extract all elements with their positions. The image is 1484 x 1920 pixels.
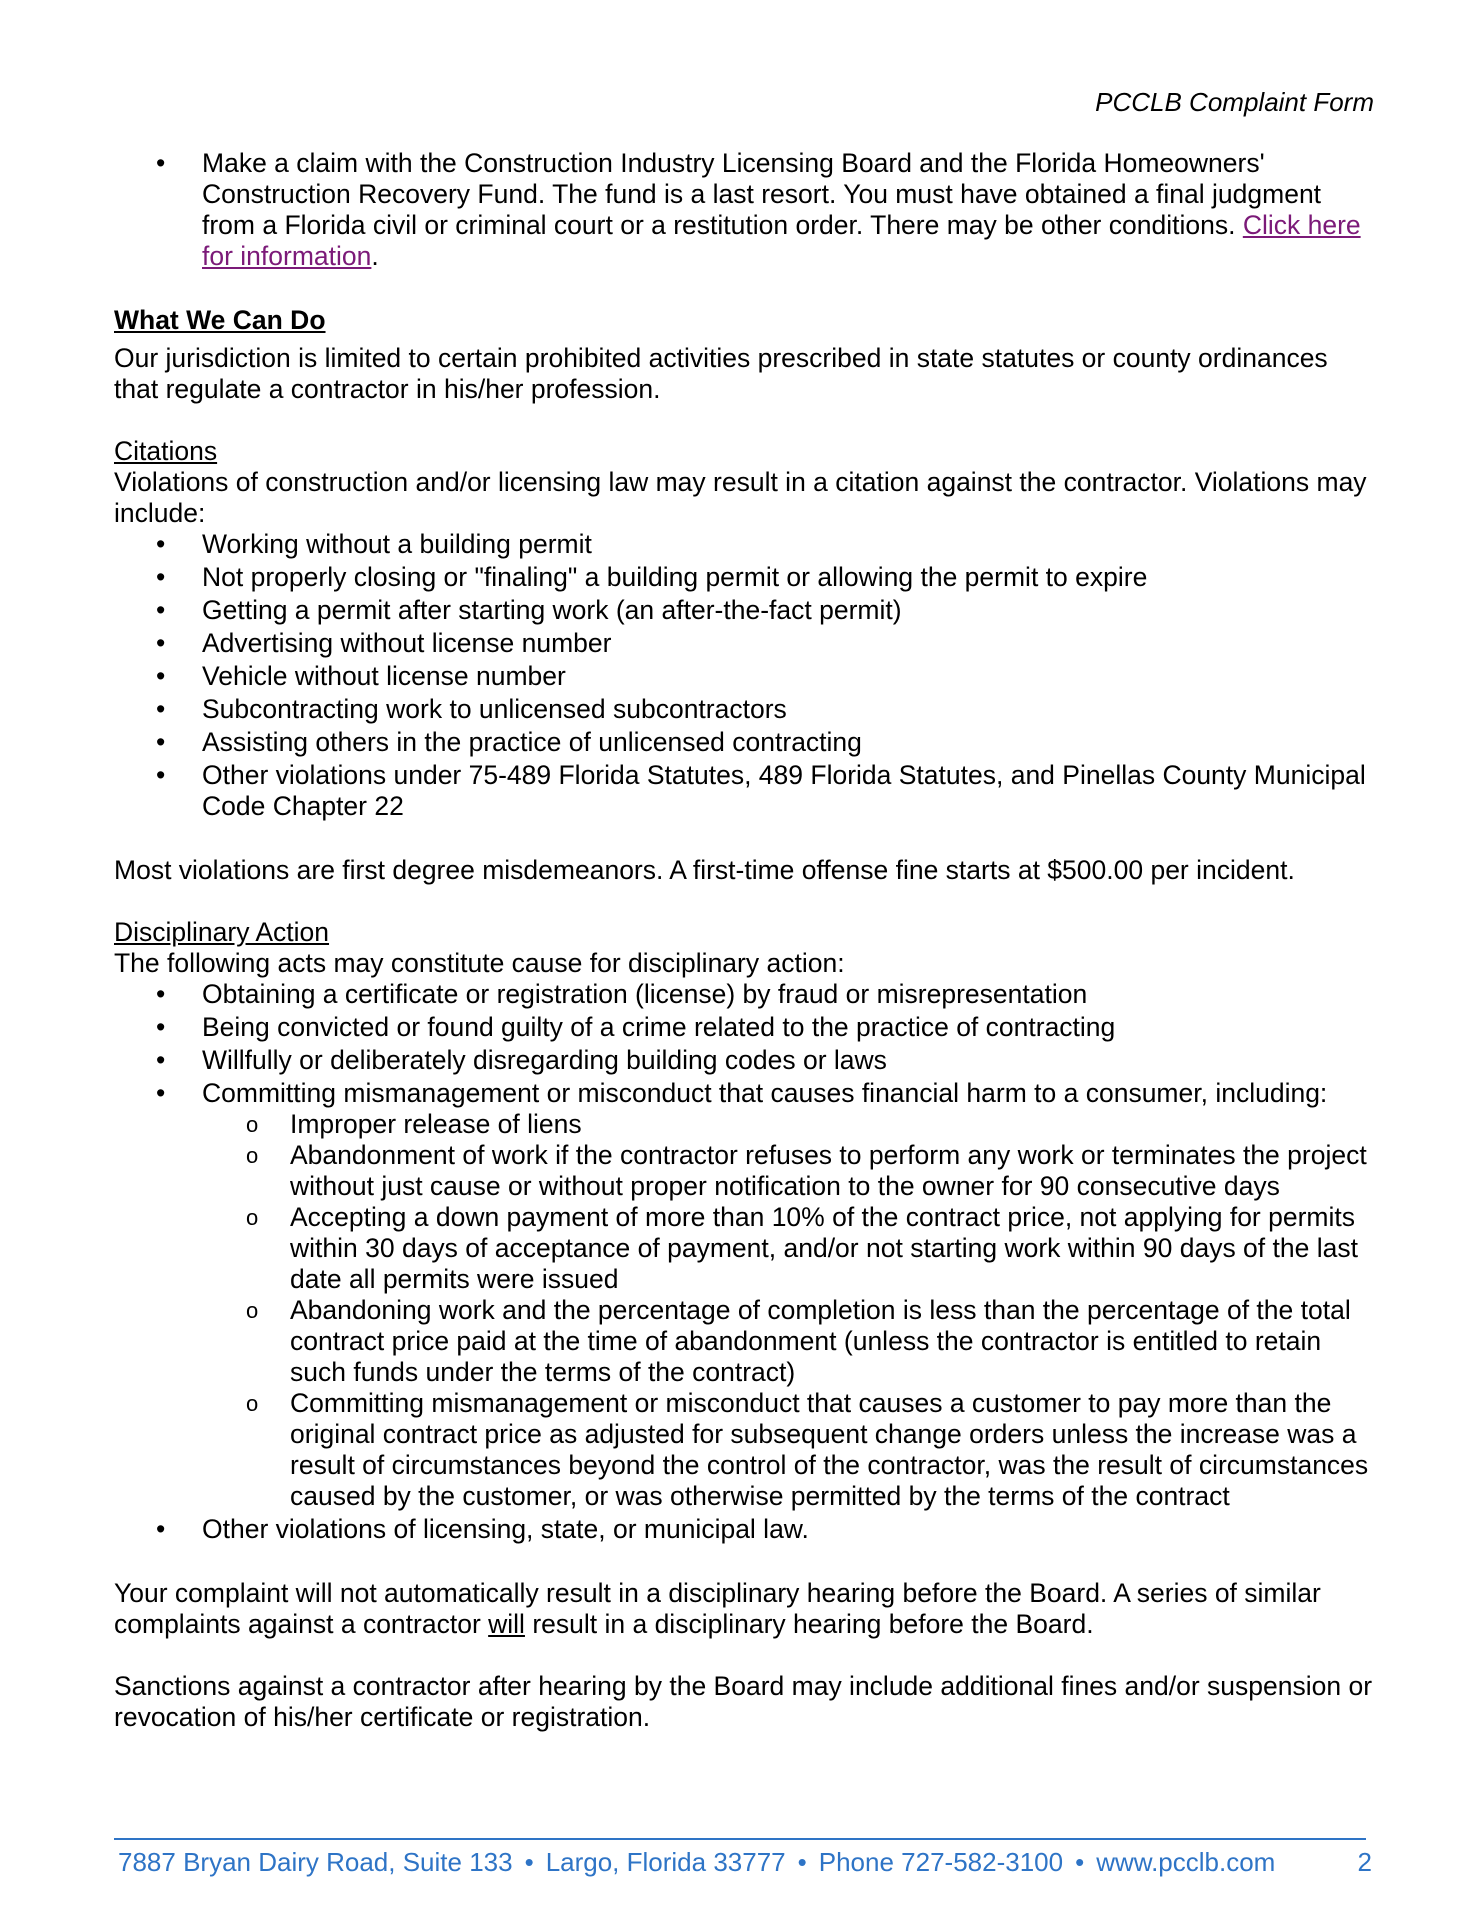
page-footer <box>118 1846 1372 1878</box>
bullet-icon: • <box>524 1847 534 1877</box>
circle-bullet-icon: o <box>246 1112 259 1137</box>
footer-website[interactable]: www.pcclb.com <box>1096 1847 1276 1877</box>
page-content <box>114 148 1374 1733</box>
page-number: 2 <box>1357 1847 1372 1877</box>
list-item: • Getting a permit after starting work (an after-the-fact permit) <box>156 595 902 625</box>
bullet-icon: • <box>156 1012 166 1042</box>
citations-heading: Citations <box>114 436 218 466</box>
citations-intro: Violations of construction and/or licensing law may result in a citation against the contractor. Violations may include: <box>114 467 1367 528</box>
footer-address: 7887 Bryan Dairy Road, Suite 133 <box>118 1847 513 1877</box>
bullet-icon: • <box>156 979 166 1009</box>
list-item: • Subcontracting work to unlicensed subcontractors <box>156 694 787 724</box>
list-item: • Vehicle without license number <box>156 661 566 691</box>
list-item: • Advertising without license number <box>156 628 612 658</box>
jurisdiction-text: Our jurisdiction is limited to certain prohibited activities prescribed in state statutes or county ordinances that regulate a contractor in his/her profession. <box>114 343 1328 404</box>
misdemeanor-note: Most violations are first degree misdemeanors. A first-time offense fine starts at $500.00 per incident. <box>114 855 1295 885</box>
list-item: • Being convicted or found guilty of a crime related to the practice of contracting <box>156 1012 1116 1042</box>
list-item <box>114 148 1374 272</box>
document-page <box>114 0 1374 1920</box>
list-item: • Other violations under 75-489 Florida Statutes, 489 Florida Statutes, and Pinellas County Municipal Code Chapter 22 <box>156 760 1366 821</box>
bullet-icon: • <box>156 661 166 691</box>
sub-list-item: o Improper release of liens <box>246 1109 582 1139</box>
sub-list-item: o Abandonment of work if the contractor refuses to perform any work or terminates the project without just cause or without proper notification to the owner for 90 consecutive days <box>246 1140 1367 1201</box>
bullet-icon: • <box>156 148 166 178</box>
info-link[interactable]: Click here for information <box>202 210 1361 271</box>
disciplinary-heading: Disciplinary Action <box>114 917 330 947</box>
bullet-icon: • <box>156 1045 166 1075</box>
bullet-icon: • <box>156 1078 166 1108</box>
claim-list <box>114 148 1374 272</box>
citations-list <box>114 529 1374 822</box>
footer-city: Largo, Florida 33777 <box>545 1847 786 1877</box>
list-item: • Obtaining a certificate or registration (license) by fraud or misrepresentation <box>156 979 1088 1009</box>
list-item: • Working without a building permit <box>156 529 592 559</box>
bullet-icon: • <box>156 595 166 625</box>
bullet-icon: • <box>1075 1847 1085 1877</box>
list-item: • Willfully or deliberately disregarding building codes or laws <box>156 1045 887 1075</box>
emphasis-will: will <box>488 1609 525 1639</box>
circle-bullet-icon: o <box>246 1143 259 1168</box>
bullet-icon: • <box>156 727 166 757</box>
circle-bullet-icon: o <box>246 1298 259 1323</box>
disciplinary-intro: The following acts may constitute cause for disciplinary action: <box>114 948 845 978</box>
bullet-icon: • <box>156 529 166 559</box>
bullet-icon: • <box>156 760 166 790</box>
disciplinary-list <box>114 979 1374 1545</box>
list-item: • Other violations of licensing, state, or municipal law. <box>156 1514 809 1544</box>
footer-phone: Phone 727-582-3100 <box>818 1847 1064 1877</box>
footer-divider <box>114 1838 1366 1840</box>
page-header: PCCLB Complaint Form <box>1095 87 1374 117</box>
sub-list-item: o Committing mismanagement or misconduct that causes a customer to pay more than the original contract price as adjusted for subsequent change orders unless the increase was a result of circumstances beyond the control of the contractor, was the result of circumstances caused by the customer, or was otherwise permitted by the terms of the contract <box>246 1388 1369 1511</box>
hearing-text: Your complaint will not automatically result in a disciplinary hearing before the Board. A series of similar complaints against a contractor will result in a disciplinary hearing before the Board. <box>114 1578 1321 1639</box>
bullet-icon: • <box>156 1514 166 1544</box>
sanctions-text: Sanctions against a contractor after hearing by the Board may include additional fines and/or suspension or revocation of his/her certificate or registration. <box>114 1671 1373 1732</box>
bullet-icon: • <box>797 1847 807 1877</box>
financial-harm-sublist <box>202 1109 1374 1512</box>
what-we-can-do-heading: What We Can Do <box>114 305 326 335</box>
bullet-icon: • <box>156 562 166 592</box>
circle-bullet-icon: o <box>246 1205 259 1230</box>
claim-text: Make a claim with the Construction Industry Licensing Board and the Florida Homeowners' Construction Recovery Fund. The fund is a last resort. You must have obtained a final judgment from a Florida civil or criminal court or a restitution order. There may be other conditions. <box>202 148 1322 240</box>
list-item: • Assisting others in the practice of unlicensed contracting <box>156 727 862 757</box>
claim-end: . <box>371 241 379 271</box>
bullet-icon: • <box>156 628 166 658</box>
list-item: • Not properly closing or "finaling" a building permit or allowing the permit to expire <box>156 562 1148 592</box>
sub-list-item: o Accepting a down payment of more than 10% of the contract price, not applying for permits within 30 days of acceptance of payment, and/or not starting work within 90 days of the last date all permits were issued <box>246 1202 1358 1294</box>
bullet-icon: • <box>156 694 166 724</box>
list-item: • Committing mismanagement or misconduct that causes financial harm to a consumer, including: o Improper release of liens o Abandonment of work if the contractor refuses to perform any work or terminates the project without just cause or without proper notification to the owner for 90 consecutive days o Accepting a down payment of more than 10% of the contract price, not applying for permits within 30 days of acceptance of payment, and/or not starting work within 90 days of the last date all permits were issued o Abandoning work and the percentage of completion is less than the percentage of the total contract price paid at the time of abandonment (unless the contractor is entitled to retain such funds under the terms of the contract) o Committing mismanagement or misconduct that causes a customer to pay more than the original contract price as adjusted for subsequent change orders unless the increase was a result of circumstances beyond the control of the contractor, was the result of circumstances caused by the customer, or was otherwise permitted by the terms of the contract <box>114 1078 1374 1512</box>
circle-bullet-icon: o <box>246 1391 259 1416</box>
sub-list-item: o Abandoning work and the percentage of completion is less than the percentage of the total contract price paid at the time of abandonment (unless the contractor is entitled to retain such funds under the terms of the contract) <box>246 1295 1351 1387</box>
